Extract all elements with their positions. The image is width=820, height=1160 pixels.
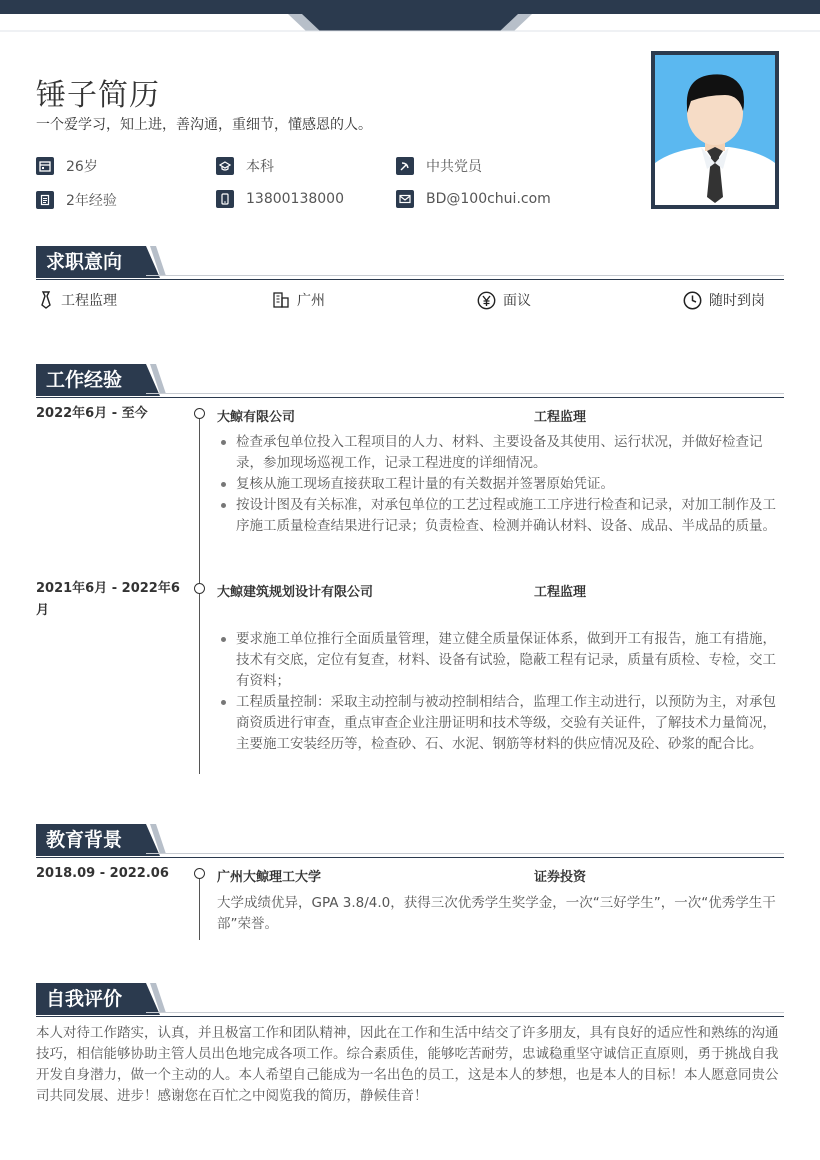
self-evaluation-text: 本人对待工作踏实，认真，并且极富工作和团队精神，因此在工作和生活中结交了许多朋友，具有良好的适应性和熟练的沟通技巧，相信能够协助主管人员出色地完成各项工作。综合素质佳，能够吃苦耐劳，忠诚稳重坚守诚信正直原则，勇于挑战自我开发自身潜力，做一个主动的人。本人希望自己能成为一名出色的员工，这是本人的梦想，也是本人的目标！本人愿意同贵公司共同发展、进步！感谢您在百忙之中阅览我的简历，静候佳音！ xyxy=(36,1025,779,1104)
work-role: 工程监理 xyxy=(534,410,587,425)
info-email xyxy=(396,190,551,208)
info-degree xyxy=(216,156,274,176)
intent-availability xyxy=(683,290,765,310)
list-item: 复核从施工现场直接获取工程计量的有关数据并签署原始凭证。 xyxy=(218,474,784,495)
education-school: 广州大鲸理工大学 xyxy=(217,870,322,885)
motto: 一个爱学习，知上进，善沟通，重细节，懂感恩的人。 xyxy=(36,117,372,133)
work-company: 大鲸有限公司 xyxy=(217,410,296,425)
timeline-dot xyxy=(194,868,205,879)
list-item: 要求施工单位推行全面质量管理，建立健全质量保证体系，做到开工有报告，施工有措施，技术有交底，定位有复查，材料、设备有试验，隐蔽工程有记录，质量有质检、专检，交工有资料； xyxy=(218,629,784,692)
section-education xyxy=(36,824,784,858)
intent-city-value: 广州 xyxy=(297,293,325,309)
intent-salary xyxy=(477,290,531,310)
section-title: 自我评价 xyxy=(46,988,123,1010)
top-decoration-band xyxy=(0,0,820,32)
intent-city xyxy=(272,290,325,310)
mail-icon xyxy=(396,190,414,208)
info-phone-value: 13800138000 xyxy=(246,191,344,207)
section-work xyxy=(36,364,784,398)
tie-icon xyxy=(38,291,54,309)
divider xyxy=(36,279,784,280)
yen-icon xyxy=(477,291,496,310)
clock-icon xyxy=(683,291,702,310)
divider xyxy=(146,275,784,276)
resume-name: 锤子简历 xyxy=(36,78,160,113)
section-intent xyxy=(36,246,784,280)
work-date: 2021年6月 - 2022年6月 xyxy=(36,581,180,618)
divider xyxy=(36,397,784,398)
divider xyxy=(146,1012,784,1013)
divider xyxy=(36,1016,784,1017)
avatar xyxy=(651,51,779,209)
work-bullets xyxy=(218,629,784,755)
phone-icon xyxy=(216,190,234,208)
graduation-cap-icon xyxy=(216,157,234,175)
list-item: 检查承包单位投入工程项目的人力、材料、主要设备及其使用、运行状况，并做好检查记录，参加现场巡视工作，记录工程进度的详细情况。 xyxy=(218,432,784,474)
divider xyxy=(146,393,784,394)
timeline-dot xyxy=(194,583,205,594)
info-phone xyxy=(216,190,344,208)
calendar-icon xyxy=(36,157,54,175)
section-title: 工作经验 xyxy=(46,369,123,391)
info-experience-value: 2年经验 xyxy=(66,193,117,209)
education-description: 大学成绩优异，GPA 3.8/4.0，获得三次优秀学生奖学金，一次“三好学生”，一次“优秀学生干部”荣誉。 xyxy=(217,895,776,932)
intent-position xyxy=(38,290,117,310)
section-self-evaluation xyxy=(36,983,784,1017)
work-role: 工程监理 xyxy=(534,585,587,600)
info-politics xyxy=(396,156,482,176)
info-degree-value: 本科 xyxy=(246,159,274,175)
document-icon xyxy=(36,191,54,209)
list-item: 工程质量控制：采取主动控制与被动控制相结合，监理工作主动进行，以预防为主，对承包商资质进行审查，重点审查企业注册证明和技术等级，交验有关证件，了解技术力量简况，主要施工安装经历等，检查砂、石、水泥、钢筋等材料的供应情况及砼、砂浆的配合比。 xyxy=(218,692,784,755)
info-politics-value: 中共党员 xyxy=(426,159,482,175)
work-bullets xyxy=(218,432,784,537)
building-icon xyxy=(272,291,290,309)
divider xyxy=(146,853,784,854)
section-title: 教育背景 xyxy=(46,829,123,851)
intent-availability-value: 随时到岗 xyxy=(709,293,765,309)
intent-salary-value: 面议 xyxy=(503,293,531,309)
info-email-value: BD@100chui.com xyxy=(426,191,551,207)
party-emblem-icon xyxy=(396,157,414,175)
intent-position-value: 工程监理 xyxy=(61,293,117,309)
divider xyxy=(36,857,784,858)
education-major: 证券投资 xyxy=(534,870,587,885)
info-experience xyxy=(36,190,117,210)
info-age xyxy=(36,156,98,176)
section-title: 求职意向 xyxy=(46,251,123,273)
work-company: 大鲸建筑规划设计有限公司 xyxy=(217,585,374,600)
work-date: 2022年6月 - 至今 xyxy=(36,406,148,421)
info-age-value: 26岁 xyxy=(66,159,98,175)
timeline-dot xyxy=(194,408,205,419)
list-item: 按设计图及有关标准，对承包单位的工艺过程或施工工序进行检查和记录，对加工制作及工序施工质量检查结果进行记录；负责检查、检测并确认材料、设备、成品、半成品的质量。 xyxy=(218,495,784,537)
avatar-photo xyxy=(651,51,779,209)
education-date: 2018.09 - 2022.06 xyxy=(36,866,169,881)
